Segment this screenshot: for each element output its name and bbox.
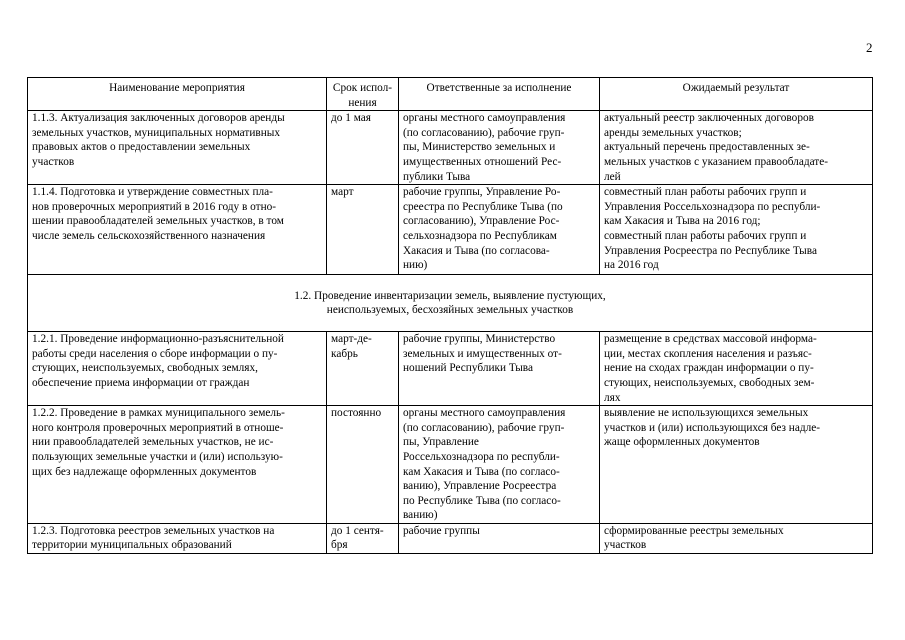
deadline-cell: март	[327, 185, 399, 275]
table-row	[28, 523, 873, 553]
table-row	[28, 332, 873, 406]
activity-cell: 1.2.1. Проведение информационно-разъяснительной работы среди населения о сборе информации о пу- стующих, неиспользуемых, свободных землях, обеспечение приема информации от граждан	[28, 332, 327, 406]
responsible-cell: органы местного самоуправления (по согласованию), рабочие груп- пы, Управление Россельхознадзора по республи- кам Хакасия и Тыва (по согласо- ванию), Управление Росреестра по Республике Тыва (по согласо- ванию)	[399, 406, 600, 524]
section-row	[28, 275, 873, 332]
activities-table	[27, 77, 873, 554]
section-heading: 1.2. Проведение инвентаризации земель, выявление пустующих, неиспользуемых, бесхозяйных земельных участков	[28, 275, 873, 332]
activity-cell: 1.2.2. Проведение в рамках муниципального земель- ного контроля проверочных мероприятий в отноше- нии правообладателей земельных участков, не ис- пользующих земельные участки и (или) использую- щих без надлежаще оформленных документов	[28, 406, 327, 524]
table-row	[28, 185, 873, 275]
deadline-cell: до 1 сентя- бря	[327, 523, 399, 553]
result-cell: размещение в средствах массовой информа- ции, местах скопления населения и разъяс- нение на сходах граждан информации о пу- стующих, неиспользуемых, свободных зем- лях	[600, 332, 873, 406]
deadline-cell: постоянно	[327, 406, 399, 524]
activity-cell: 1.2.3. Подготовка реестров земельных участков на территории муниципальных образований	[28, 523, 327, 553]
responsible-cell: рабочие группы, Управление Ро- среестра по Республике Тыва (по согласованию), Управление Рос- сельхознадзора по Республикам Хакасия и Тыва (по согласова- нию)	[399, 185, 600, 275]
result-cell: выявление не использующихся земельных участков и (или) использующихся без надле- жаще оформленных документов	[600, 406, 873, 524]
result-cell: сформированные реестры земельных участков	[600, 523, 873, 553]
result-cell: совместный план работы рабочих групп и Управления Россельхознадзора по республи- кам Хакасия и Тыва на 2016 год; совместный план работы рабочих групп и Управления Росреестра по Республике Тыва на 2016 год	[600, 185, 873, 275]
responsible-cell: рабочие группы	[399, 523, 600, 553]
header-deadline: Срок испол- нения	[327, 78, 399, 111]
page-number: 2	[866, 40, 873, 55]
table-row	[28, 111, 873, 185]
table-row	[28, 406, 873, 524]
activity-cell: 1.1.3. Актуализация заключенных договоров аренды земельных участков, муниципальных нормативных правовых актов о предоставлении земельных участков	[28, 111, 327, 185]
deadline-cell: март-де- кабрь	[327, 332, 399, 406]
responsible-cell: органы местного самоуправления (по согласованию), рабочие груп- пы, Министерство земельных и имущественных отношений Рес- публики Тыва	[399, 111, 600, 185]
header-activity: Наименование мероприятия	[28, 78, 327, 111]
activity-cell: 1.1.4. Подготовка и утверждение совместных пла- нов проверочных мероприятий в 2016 году в отно- шении правообладателей земельных участков, в том числе земель сельскохозяйственного назначения	[28, 185, 327, 275]
header-result: Ожидаемый результат	[600, 78, 873, 111]
table-header-row	[28, 78, 873, 111]
responsible-cell: рабочие группы, Министерство земельных и имущественных от- ношений Республики Тыва	[399, 332, 600, 406]
header-responsible: Ответственные за исполнение	[399, 78, 600, 111]
result-cell: актуальный реестр заключенных договоров аренды земельных участков; актуальный перечень предоставленных зе- мельных участков с указанием правообладате- лей	[600, 111, 873, 185]
deadline-cell: до 1 мая	[327, 111, 399, 185]
